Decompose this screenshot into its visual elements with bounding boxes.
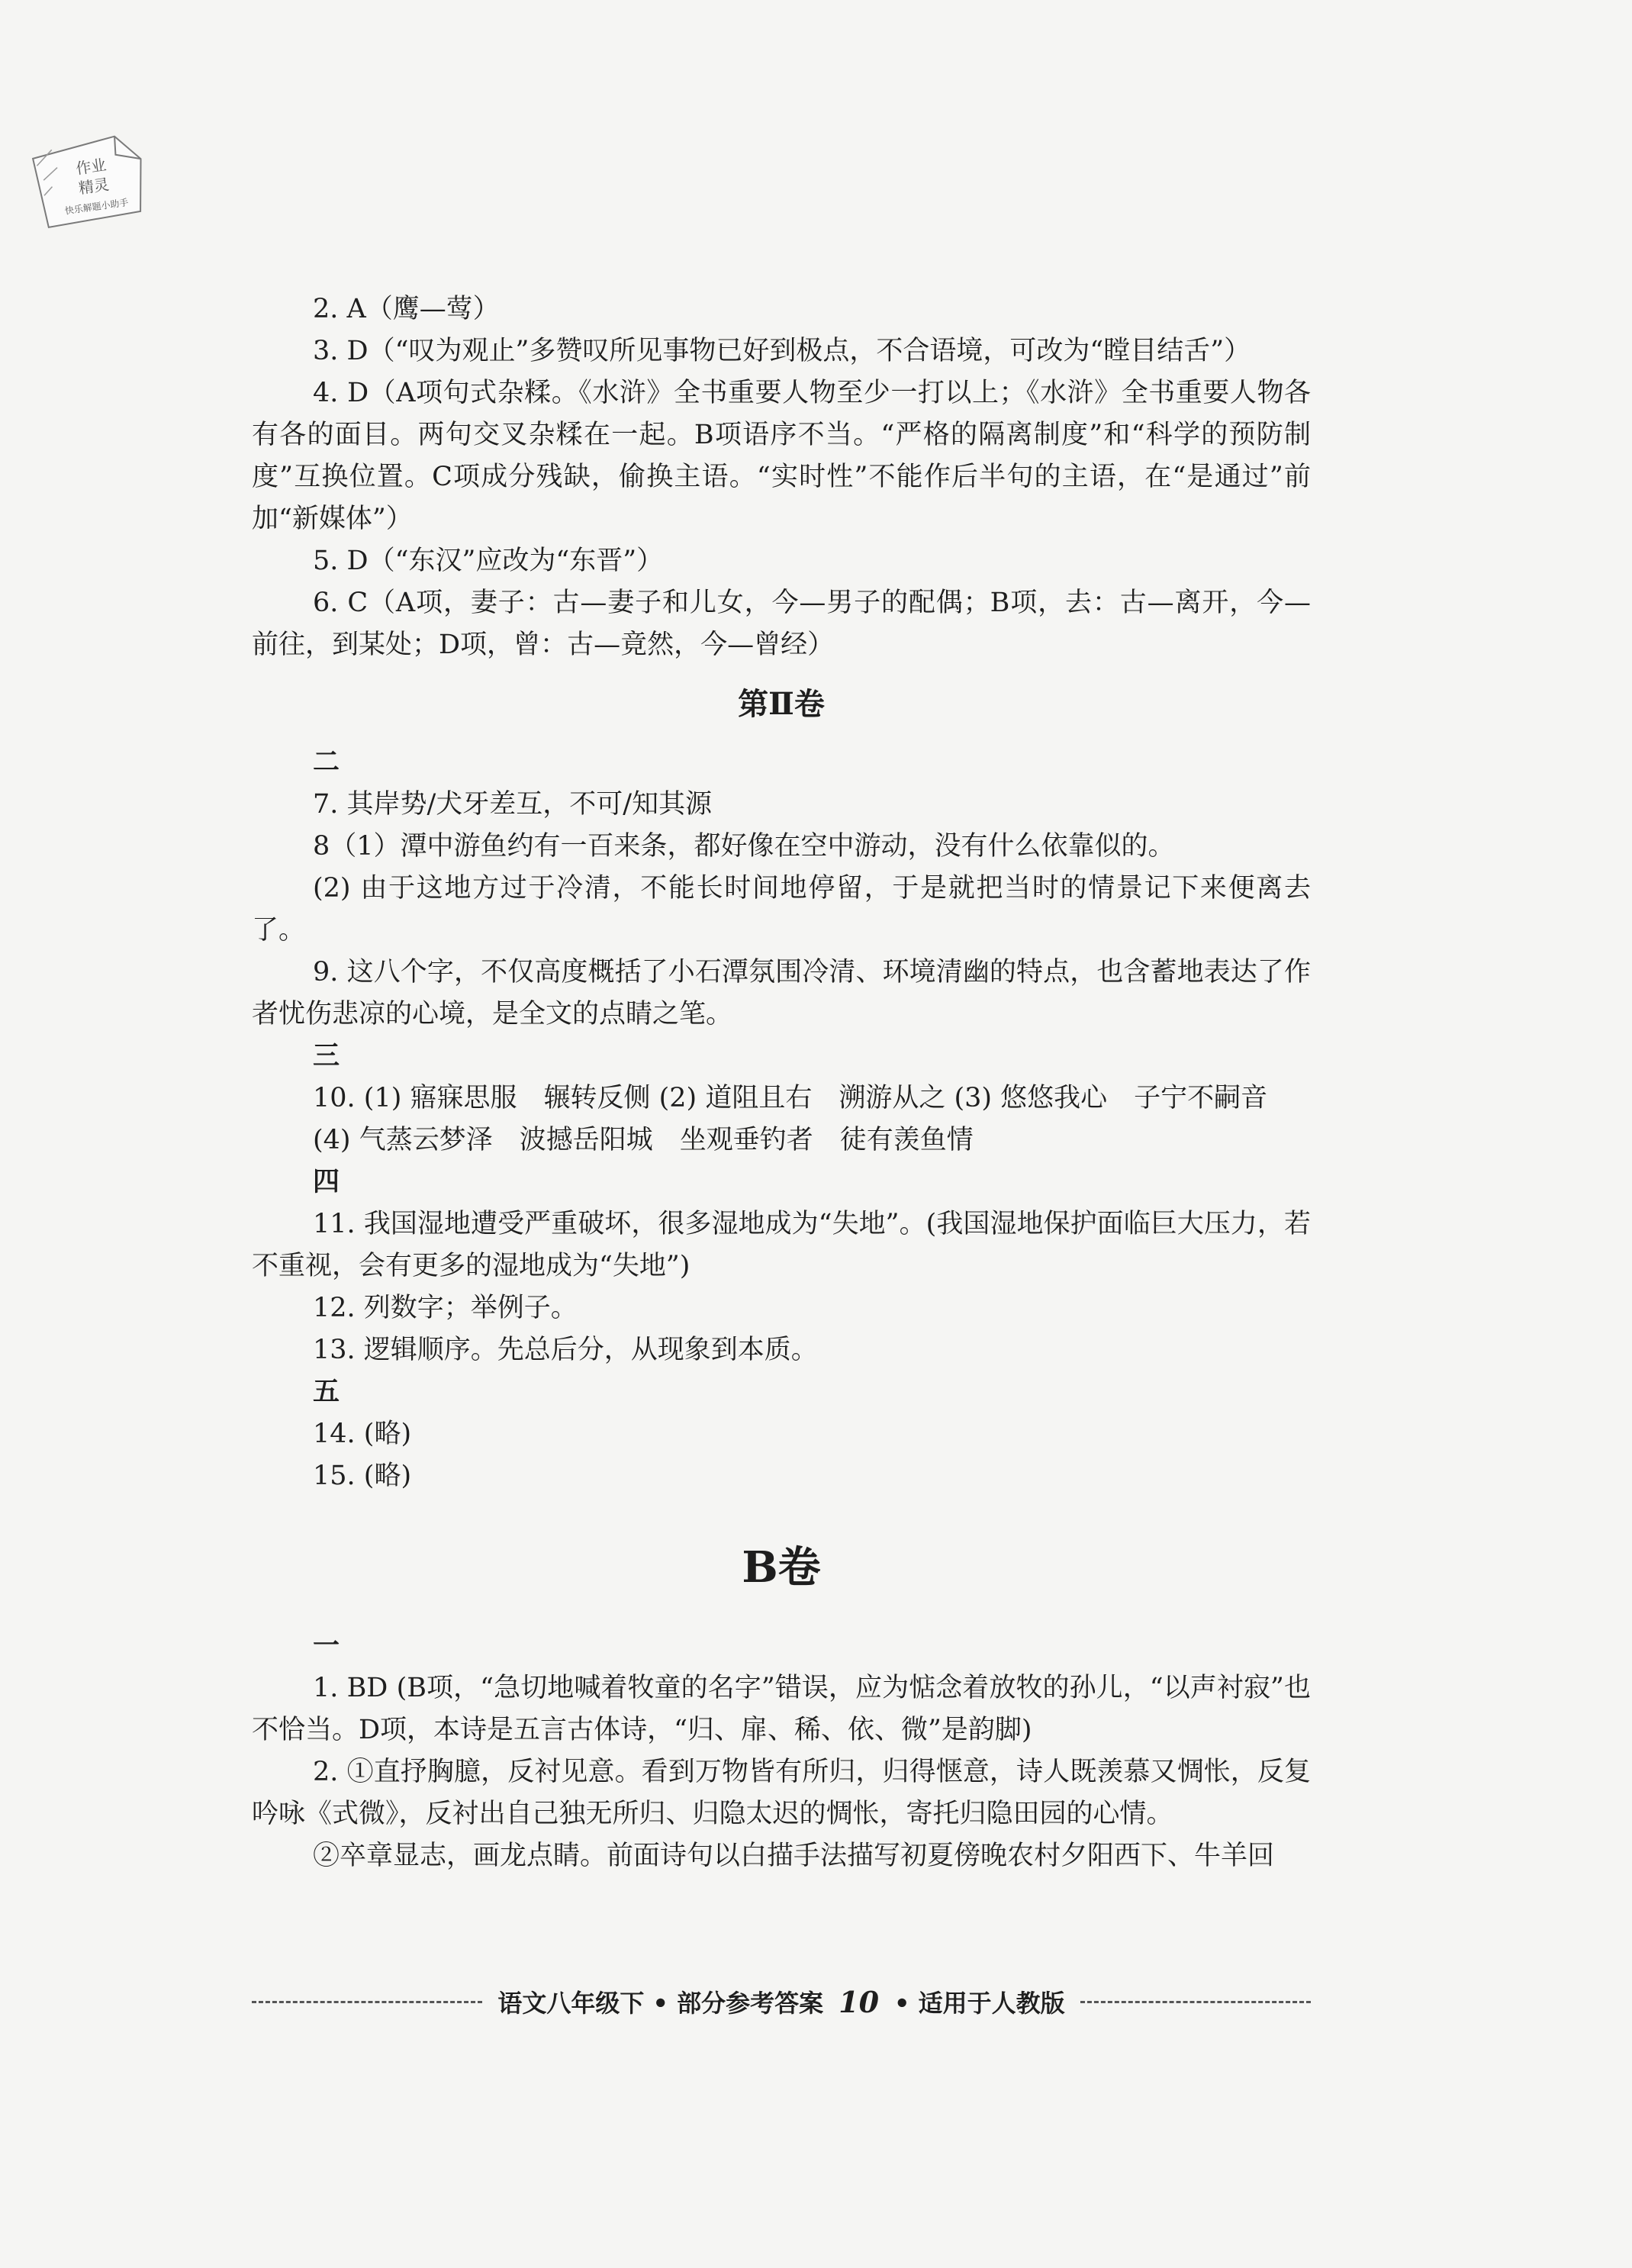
answer-item: 15. (略) [313,1461,412,1491]
logo-stamp [23,128,153,236]
volume-2-title: 第Ⅱ卷 [738,686,825,722]
section-label: 三 [313,1041,340,1071]
section-label: 五 [313,1377,340,1407]
volume-b-title: B卷 [742,1542,821,1593]
answer-item: 3. D（“叹为观止”多赞叹所见事物已好到极点，不合语境，可改为“瞠目结舌”） [313,336,1251,366]
answer-item: 4. D（A项句式杂糅。《水浒》全书重要人物至少一打以上；《水浒》全书重要人物各有各的面目。两句交叉杂糅在一起。B项语序不当。“严格的隔离制度”和“科学的预防制度”互换位置。C项成分残缺，偷换主语。“实时性”不能作后半句的主语，在“是通过”前加“新媒体”） [252,378,1311,534]
answer-item: (2) 由于这地方过于冷清，不能长时间地停留，于是就把当时的情景记下来便离去了。 [252,873,1311,946]
answer-item: 9. 这八个字，不仅高度概括了小石潭氛围冷清、环境清幽的特点，也含蓄地表达了作者忧伤悲凉的心境，是全文的点睛之笔。 [252,957,1311,1029]
answer-item: 12. 列数字；举例子。 [313,1293,578,1323]
section-label: 四 [313,1167,340,1197]
page-footer [252,1984,1311,2019]
page-number: 10 [839,1984,880,2019]
answer-item: 5. D（“东汉”应改为“东晋”） [313,546,664,576]
answer-item: 1. BD (B项，“急切地喊着牧童的名字”错误，应为惦念着放牧的孙儿，“以声衬寂”也不恰当。D项，本诗是五言古体诗，“归、扉、稀、依、微”是韵脚) [252,1673,1311,1745]
answer-item: ②卒章显志，画龙点睛。前面诗句以白描手法描写初夏傍晚农村夕阳西下、牛羊回 [313,1841,1275,1871]
answer-item: 10. (1) 寤寐思服 辗转反侧 (2) 道阻且右 溯游从之 (3) 悠悠我心 子宁不嗣音 [313,1083,1268,1113]
answer-item: 13. 逻辑顺序。先总后分，从现象到本质。 [313,1335,818,1365]
footer-suffix: • 适用于人教版 [894,1989,1065,2018]
answer-item: 14. (略) [313,1419,412,1449]
footer-divider [252,2001,482,2003]
answer-item: 2. ①直抒胸臆，反衬见意。看到万物皆有所归，归得惬意，诗人既羡慕又惆怅，反复吟咏《式微》，反衬出自己独无所归、归隐太迟的惆怅，寄托归隐田园的心情。 [252,1757,1311,1829]
answer-item: 6. C（A项，妻子：古—妻子和儿女，今—男子的配偶；B项，去：古—离开，今—前往，到某处；D项，曾：古—竟然，今—曾经） [252,588,1311,660]
answer-item: 8（1）潭中游鱼约有一百来条，都好像在空中游动，没有什么依靠似的。 [313,831,1175,862]
answer-item: 2. A（鹰—莺） [313,294,500,324]
svg-text:快乐解题小助手: 快乐解题小助手 [64,197,130,217]
answer-content [252,288,1311,1877]
section-label: 二 [313,747,340,778]
answer-item: 7. 其岸势/犬牙差互，不可/知其源 [313,789,713,820]
answer-item: 11. 我国湿地遭受严重破坏，很多湿地成为“失地”。(我国湿地保护面临巨大压力，若不重视，会有更多的湿地成为“失地”) [252,1209,1311,1281]
section-label: 一 [313,1631,340,1661]
answer-item: (4) 气蒸云梦泽 波撼岳阳城 坐观垂钓者 徒有羡鱼情 [313,1125,974,1155]
svg-text:精灵: 精灵 [77,175,111,198]
footer-prefix: 语文八年级下 • 部分参考答案 [497,1989,824,2018]
svg-text:作业: 作业 [74,155,108,179]
footer-divider [1080,2001,1311,2003]
